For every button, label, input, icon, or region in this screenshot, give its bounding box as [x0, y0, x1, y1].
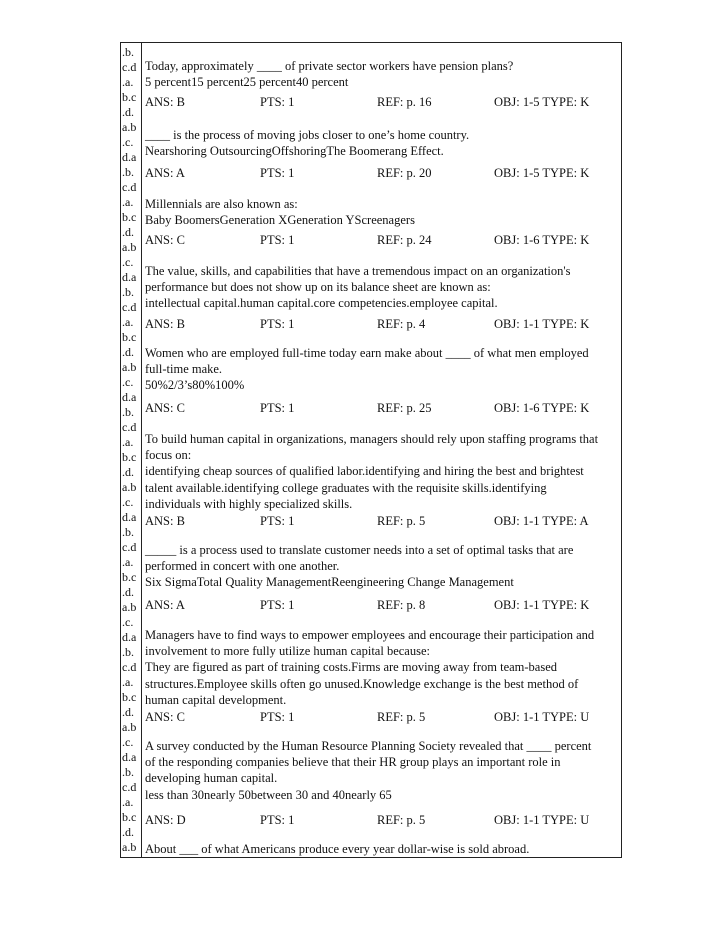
gutter-letters: c.d — [122, 300, 137, 314]
gutter-letters: d.a — [122, 630, 137, 644]
answer-letter-gutter — [121, 42, 141, 858]
answer-obj: OBJ: 1-5 TYPE: K — [494, 95, 590, 109]
gutter-letters: .d. — [122, 105, 134, 119]
gutter-letters: b.c — [122, 330, 137, 344]
gutter-letters: a.b — [122, 840, 137, 854]
answer-ans: ANS: C — [145, 401, 185, 415]
gutter-letters: d.a — [122, 270, 137, 284]
question-choices: human capital development. — [145, 692, 287, 707]
gutter-letters: a.b — [122, 240, 137, 254]
answer-ans: ANS: B — [145, 514, 185, 528]
gutter-letters: a.b — [122, 360, 137, 374]
gutter-letters: .b. — [122, 645, 134, 659]
question-text: structures.Employee skills often go unused.Knowledge exchange is the best method of — [145, 676, 579, 691]
question-text: About ___ of what Americans produce every year dollar-wise is sold abroad. — [145, 842, 530, 856]
question-text: ____ is the process of moving jobs closer to one’s home country. — [145, 128, 470, 142]
gutter-letters: .d. — [122, 585, 134, 599]
question-text: They are figured as part of training costs.Firms are moving away from team-based — [145, 660, 558, 675]
answer-ref: REF: p. 24 — [377, 233, 432, 247]
answer-obj: OBJ: 1-1 TYPE: A — [494, 514, 589, 528]
answer-ref: REF: p. 4 — [377, 317, 426, 331]
gutter-letters: .a. — [122, 435, 134, 449]
question-text: To build human capital in organizations, managers should rely upon staffing programs that — [145, 432, 599, 446]
gutter-letters: a.b — [122, 480, 137, 494]
answer-ans: ANS: C — [145, 233, 185, 247]
question-choices: less than 30nearly 50between 30 and 40nearly 65 — [145, 787, 392, 802]
gutter-letters: .a. — [122, 555, 134, 569]
answer-ref: REF: p. 5 — [377, 813, 426, 827]
gutter-letters: d.a — [122, 150, 137, 164]
answer-obj: OBJ: 1-1 TYPE: U — [494, 710, 590, 724]
answer-obj: OBJ: 1-5 TYPE: K — [494, 166, 590, 180]
question-text: full-time make. — [145, 362, 223, 377]
gutter-letters: .a. — [122, 195, 134, 209]
gutter-letters: .d. — [122, 705, 134, 719]
gutter-letters: d.a — [122, 750, 137, 764]
question-text: talent available.identifying college graduates with the requisite skills.identifying — [145, 480, 547, 495]
question-choices: 5 percent15 percent25 percent40 percent — [145, 75, 349, 90]
gutter-letters: a.b — [122, 720, 137, 734]
gutter-letters: c.d — [122, 180, 137, 194]
answer-pts: PTS: 1 — [260, 401, 295, 415]
gutter-letters: .a. — [122, 315, 134, 329]
answer-pts: PTS: 1 — [260, 95, 295, 109]
answer-obj: OBJ: 1-1 TYPE: U — [494, 813, 590, 827]
gutter-letters: .d. — [122, 345, 134, 359]
question-choices: 50%2/3’s80%100% — [145, 378, 245, 393]
answer-obj: OBJ: 1-6 TYPE: K — [494, 233, 590, 247]
question-text: performed in concert with one another. — [145, 559, 340, 574]
gutter-letters: .c. — [122, 135, 134, 149]
question-text: involvement to more fully utilize human capital because: — [145, 644, 430, 659]
gutter-letters: b.c — [122, 810, 137, 824]
answer-obj: OBJ: 1-6 TYPE: K — [494, 401, 590, 415]
question-text: of the responding companies believe that their HR group plays an important role in — [145, 755, 561, 770]
gutter-letters: c.d — [122, 540, 137, 554]
gutter-letters: .c. — [122, 615, 134, 629]
gutter-letters: .c. — [122, 735, 134, 749]
answer-ref: REF: p. 16 — [377, 95, 432, 109]
answer-ref: REF: p. 5 — [377, 514, 426, 528]
answer-ans: ANS: B — [145, 95, 185, 109]
gutter-letters: c.d — [122, 780, 137, 794]
answer-ans: ANS: A — [145, 598, 185, 612]
question-choices: intellectual capital.human capital.core competencies.employee capital. — [145, 296, 498, 311]
question-text: focus on: — [145, 448, 192, 463]
gutter-letters: b.c — [122, 450, 137, 464]
question-text: A survey conducted by the Human Resource Planning Society revealed that ____ percent — [145, 739, 592, 753]
answer-pts: PTS: 1 — [260, 317, 295, 331]
gutter-letters: b.c — [122, 210, 137, 224]
question-choices: Baby BoomersGeneration XGeneration YScreenagers — [145, 213, 415, 228]
question-text: _____ is a process used to translate customer needs into a set of optimal tasks that are — [145, 543, 574, 557]
gutter-letters: .b. — [122, 165, 134, 179]
answer-obj: OBJ: 1-1 TYPE: K — [494, 317, 590, 331]
question-choices: individuals with highly specialized skills. — [145, 496, 353, 511]
gutter-letters: .a. — [122, 75, 134, 89]
answer-obj: OBJ: 1-1 TYPE: K — [494, 598, 590, 612]
gutter-letters: d.a — [122, 390, 137, 404]
answer-ref: REF: p. 5 — [377, 710, 426, 724]
question-text: Millennials are also known as: — [145, 197, 298, 211]
gutter-letters: .d. — [122, 225, 134, 239]
question-text: The value, skills, and capabilities that have a tremendous impact on an organization's — [145, 264, 571, 278]
answer-ans: ANS: C — [145, 710, 185, 724]
gutter-letters: .c. — [122, 375, 134, 389]
question-list — [145, 0, 621, 943]
answer-ref: REF: p. 8 — [377, 598, 426, 612]
answer-pts: PTS: 1 — [260, 233, 295, 247]
answer-ans: ANS: B — [145, 317, 185, 331]
gutter-letters: b.c — [122, 90, 137, 104]
answer-pts: PTS: 1 — [260, 710, 295, 724]
answer-ans: ANS: A — [145, 166, 185, 180]
gutter-letters: c.d — [122, 660, 137, 674]
gutter-letters: .d. — [122, 825, 134, 839]
question-text: performance but does not show up on its balance sheet are known as: — [145, 280, 491, 295]
gutter-letters: c.d — [122, 60, 137, 74]
column-divider — [141, 42, 142, 858]
question-text: Women who are employed full-time today earn make about ____ of what men employed — [145, 346, 589, 360]
answer-ref: REF: p. 20 — [377, 166, 432, 180]
question-text: Managers have to find ways to empower employees and encourage their participation and — [145, 628, 595, 642]
gutter-letters: .b. — [122, 45, 134, 59]
answer-ans: ANS: D — [145, 813, 186, 827]
gutter-letters: .c. — [122, 255, 134, 269]
gutter-letters: .b. — [122, 765, 134, 779]
question-choices: Nearshoring OutsourcingOffshoringThe Boomerang Effect. — [145, 144, 444, 159]
gutter-letters: .d. — [122, 465, 134, 479]
gutter-letters: .b. — [122, 405, 134, 419]
answer-ref: REF: p. 25 — [377, 401, 432, 415]
answer-pts: PTS: 1 — [260, 166, 295, 180]
question-text: identifying cheap sources of qualified labor.identifying and hiring the best and brightest — [145, 464, 584, 479]
gutter-letters: b.c — [122, 690, 137, 704]
gutter-letters: a.b — [122, 120, 137, 134]
gutter-letters: .b. — [122, 285, 134, 299]
gutter-letters: .a. — [122, 795, 134, 809]
gutter-letters: a.b — [122, 600, 137, 614]
question-text: developing human capital. — [145, 771, 278, 786]
gutter-letters: c.d — [122, 420, 137, 434]
gutter-letters: .c. — [122, 495, 134, 509]
gutter-letters: b.c — [122, 570, 137, 584]
gutter-letters: .a. — [122, 675, 134, 689]
answer-pts: PTS: 1 — [260, 813, 295, 827]
question-choices: Six SigmaTotal Quality ManagementReengineering Change Management — [145, 575, 514, 590]
answer-pts: PTS: 1 — [260, 514, 295, 528]
gutter-letters: d.a — [122, 510, 137, 524]
gutter-letters: .b. — [122, 525, 134, 539]
answer-pts: PTS: 1 — [260, 598, 295, 612]
question-text: Today, approximately ____ of private sector workers have pension plans? — [145, 59, 514, 73]
